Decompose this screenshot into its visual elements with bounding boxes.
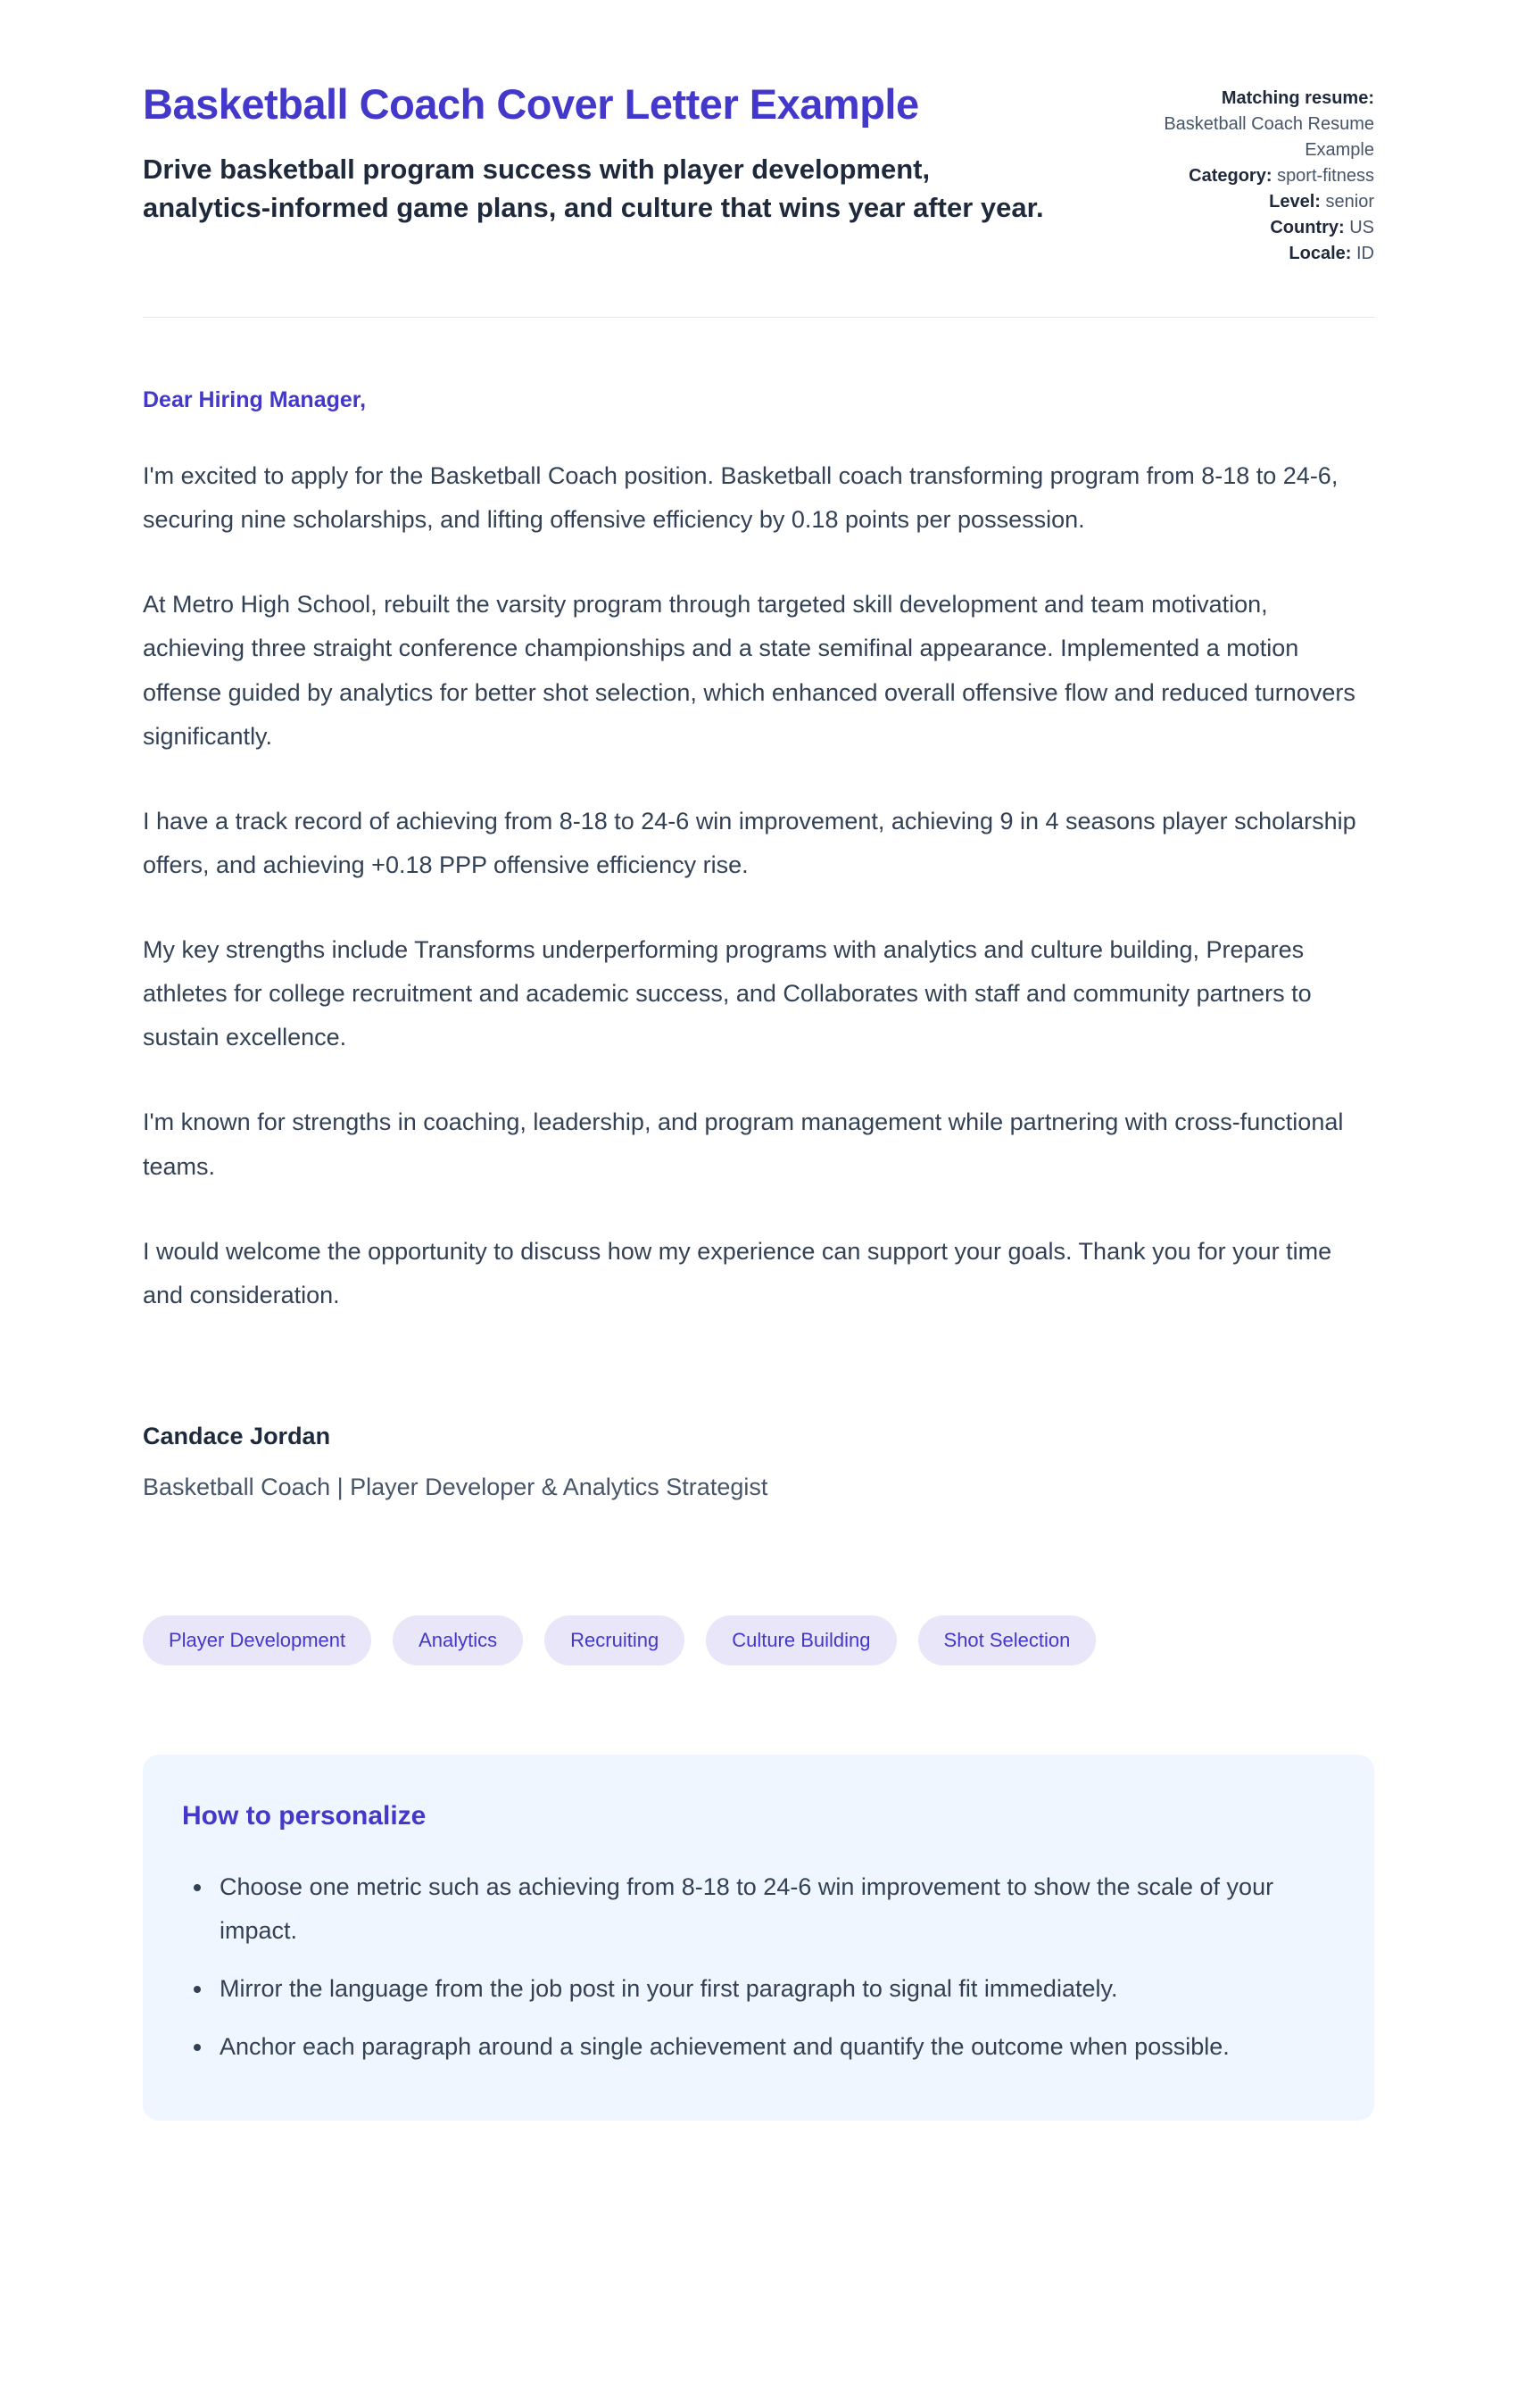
personalize-tip-list xyxy=(182,1865,1324,2070)
tag-recruiting: Recruiting xyxy=(544,1615,684,1665)
meta-label: Country: xyxy=(1270,218,1345,237)
letter-paragraph-1: I'm excited to apply for the Basketball Coach position. Basketball coach transforming program from 8-18 to 24-6, securing nine scholarships, and lifting offensive efficiency by 0.18 points per possession. xyxy=(143,462,1339,534)
header xyxy=(143,79,1374,267)
meta-row-category xyxy=(1149,163,1374,189)
meta-value: Basketball Coach Resume Example xyxy=(1164,114,1374,160)
letter-paragraph-2: At Metro High School, rebuilt the varsity program through targeted skill development and team motivation, achieving three straight conference championships and a state semifinal appearance. Implemented a motion offense guided by analytics for better shot selection, which enhanced overall offensive flow and reduced turnovers significantly. xyxy=(143,591,1355,750)
greeting: Dear Hiring Manager, xyxy=(143,387,367,412)
meta-label: Locale: xyxy=(1289,244,1352,263)
letter-paragraph-5: I'm known for strengths in coaching, leadership, and program management while partnering with cross-functional teams. xyxy=(143,1109,1344,1180)
header-left xyxy=(143,79,1107,227)
meta-row-country xyxy=(1149,215,1374,241)
meta-row-level xyxy=(1149,189,1374,215)
letter-paragraph-3: I have a track record of achieving from 8-18 to 24-6 win improvement, achieving 9 in 4 seasons player scholarship offers, and achieving +0.18 PPP offensive efficiency rise. xyxy=(143,807,1356,878)
meta-row-locale xyxy=(1149,241,1374,267)
tag-culture-building: Culture Building xyxy=(706,1615,896,1665)
divider xyxy=(143,317,1374,318)
meta-label: Level: xyxy=(1269,192,1321,212)
page-title: Basketball Coach Cover Letter Example xyxy=(143,80,919,128)
letter-body xyxy=(143,387,1374,2121)
meta-row-matching-resume xyxy=(1149,86,1374,163)
meta-label: Category: xyxy=(1189,166,1272,186)
personalize-tip-1: • Choose one metric such as achieving from 8-18 to 24-6 win improvement to show the scale of your impact. xyxy=(214,1865,1324,1953)
tag-list xyxy=(143,1615,1374,1665)
meta-value: sport-fitness xyxy=(1277,166,1374,186)
meta-value: senior xyxy=(1325,192,1374,212)
tag-player-development: Player Development xyxy=(143,1615,371,1665)
personalize-heading: How to personalize xyxy=(182,1800,427,1831)
tag-shot-selection: Shot Selection xyxy=(918,1615,1097,1665)
meta-label: Matching resume: xyxy=(1221,88,1374,108)
signature-name: Candace Jordan xyxy=(143,1422,331,1449)
page xyxy=(143,0,1374,2228)
letter-paragraph-4: My key strengths include Transforms underperforming programs with analytics and culture building, Prepares athletes for college recruitment and academic success, and Collaborates with staff and community partners to sustain excellence. xyxy=(143,936,1312,1051)
tag-analytics: Analytics xyxy=(393,1615,523,1665)
personalize-tip-3: • Anchor each paragraph around a single achievement and quantify the outcome when possible. xyxy=(214,2025,1324,2069)
page-subtitle: Drive basketball program success with player development, analytics-informed game plans, and culture that wins year after year. xyxy=(143,153,1044,223)
personalize-box xyxy=(143,1755,1374,2122)
meta-panel xyxy=(1149,79,1374,267)
meta-value: US xyxy=(1349,218,1374,237)
personalize-tip-2: • Mirror the language from the job post in your first paragraph to signal fit immediately. xyxy=(214,1967,1324,2011)
letter-paragraph-6: I would welcome the opportunity to discuss how my experience can support your goals. Thank you for your time and consideration. xyxy=(143,1237,1332,1308)
signature-role: Basketball Coach | Player Developer & Analytics Strategist xyxy=(143,1473,768,1500)
meta-value: ID xyxy=(1356,244,1374,263)
